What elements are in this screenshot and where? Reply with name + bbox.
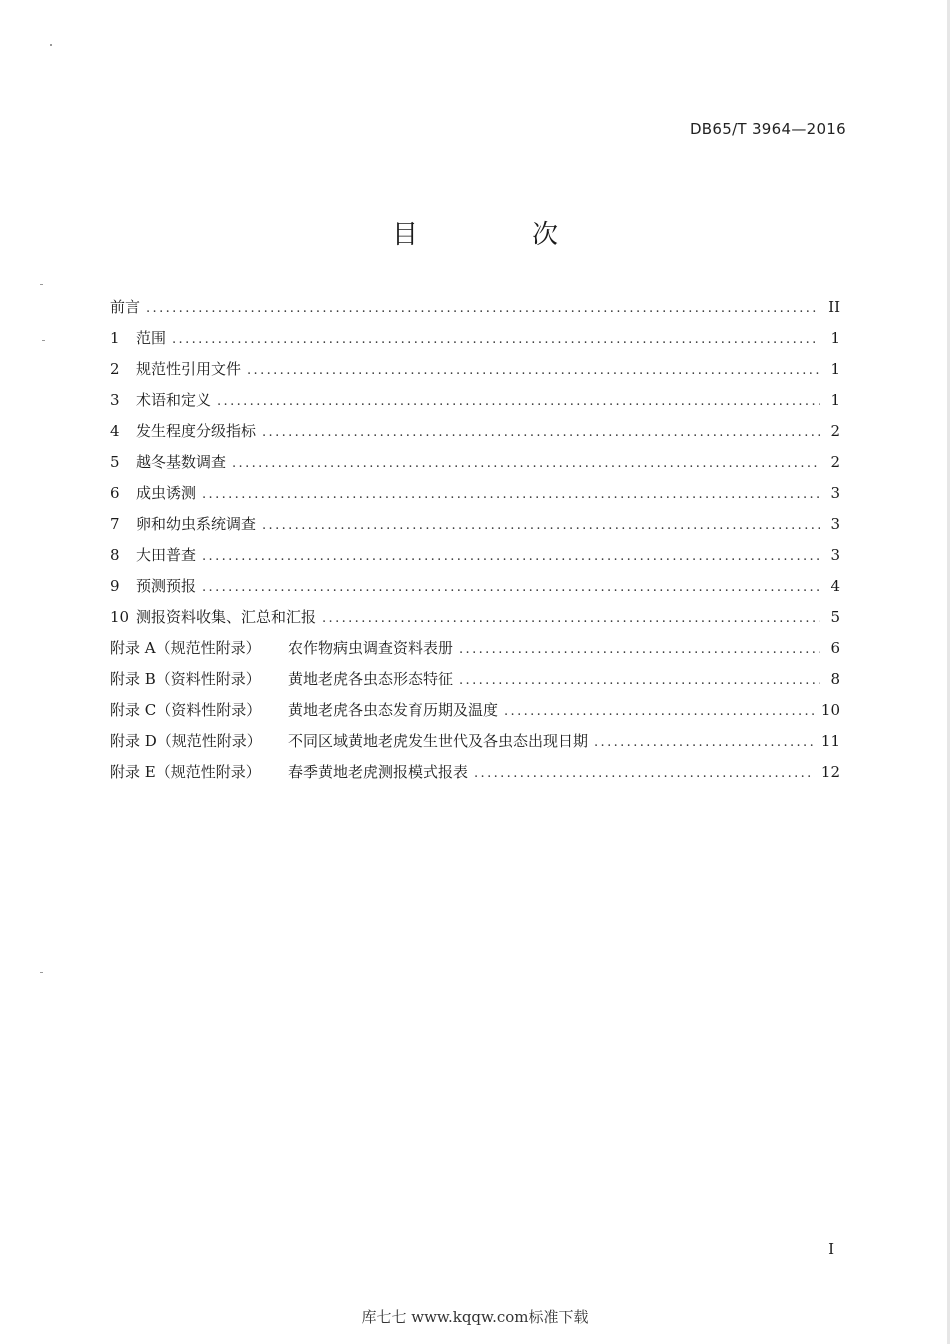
toc-page-number: 2 [830,422,840,440]
dot-leader [232,448,820,479]
toc-entry-label [110,385,211,416]
scan-speck [40,284,43,285]
toc-entry[interactable] [110,571,840,602]
toc-entry-number: 10 [110,608,130,626]
toc-entry[interactable] [110,478,840,509]
toc-entry[interactable] [110,447,840,478]
scan-speck [42,340,45,341]
toc-page-number: 8 [830,670,840,688]
standard-code: DB65/T 3964—2016 [689,120,846,138]
scan-speck [50,44,52,46]
appendix-title: 不同区域黄地老虎发生世代及各虫态出现日期 [288,732,589,750]
toc-entry[interactable] [110,416,840,447]
toc-entry-text: 成虫诱测 [136,484,197,502]
appendix-head: 附录 A（规范性附录） [110,639,261,657]
toc-entry-label [110,447,226,478]
appendix-head: 附录 C（资料性附录） [110,701,262,719]
toc-entry-number: 3 [110,391,120,409]
dot-leader [202,572,820,603]
appendix-title: 黄地老虎各虫态发育历期及温度 [288,701,499,719]
toc-entry-label [110,602,316,633]
toc-entry-text: 术语和定义 [136,391,212,409]
footer-watermark: 库七七 www.kqqw.com标准下载 [361,1308,589,1326]
toc-page-number: 3 [830,484,840,502]
appendix-title: 农作物病虫调查资料表册 [288,639,454,657]
toc-entry-label [110,416,256,447]
toc-entry-text: 预测预报 [136,577,197,595]
toc-entry-label [110,478,196,509]
toc-entry-label [110,664,453,695]
toc-appendix-entry[interactable] [110,633,840,664]
toc-page-number: 12 [820,763,840,781]
toc-entry-number: 8 [110,546,120,564]
toc-entry-text: 测报资料收集、汇总和汇报 [136,608,317,626]
toc-entry-label [110,571,196,602]
toc-entry-text: 卵和幼虫系统调查 [136,515,257,533]
toc-entry-number: 4 [110,422,120,440]
toc-entry[interactable] [110,540,840,571]
toc-page-number: 5 [830,608,840,626]
page-number: I [828,1240,834,1258]
dot-leader [202,541,820,572]
toc-entry-number: 1 [110,329,120,347]
toc-page-number: 2 [830,453,840,471]
toc-entry-text: 范围 [136,329,167,347]
toc-page-number: 3 [830,546,840,564]
toc-entry-number: 6 [110,484,120,502]
dot-leader [594,727,815,758]
toc-entry-label [110,726,588,757]
appendix-title: 春季黄地老虎测报模式报表 [288,763,469,781]
dot-leader [202,479,820,510]
toc-page-number: 10 [820,701,840,719]
appendix-head: 附录 B（资料性附录） [110,670,261,688]
toc-page-number: 1 [830,391,840,409]
toc-page-number: 4 [830,577,840,595]
dot-leader [459,665,820,696]
toc-page-number: 1 [830,329,840,347]
toc-entry-label [110,354,241,385]
toc-page-number: 3 [830,515,840,533]
toc-entry-text: 大田普查 [136,546,197,564]
toc-entry-number: 7 [110,515,120,533]
toc-appendix-entry[interactable] [110,664,840,695]
toc-entry-preface[interactable] [110,292,840,323]
toc-entry-label [110,757,468,788]
appendix-head: 附录 D（规范性附录） [110,732,262,750]
toc-appendix-entry[interactable] [110,757,840,788]
toc-entry-text: 发生程度分级指标 [136,422,257,440]
toc-entry-label [110,540,196,571]
toc-appendix-entry[interactable] [110,695,840,726]
toc-entry-label [110,633,453,664]
dot-leader [322,603,820,634]
toc-entry-number: 5 [110,453,120,471]
page-title: 目 次 [391,220,602,250]
toc-entry-label [110,323,166,354]
toc-page-number: II [828,298,840,316]
toc-entry-number: 9 [110,577,120,595]
appendix-title: 黄地老虎各虫态形态特征 [288,670,454,688]
dot-leader [217,386,820,417]
scan-speck [40,972,43,973]
dot-leader [172,324,820,355]
toc-page-number: 1 [830,360,840,378]
toc-entry[interactable] [110,509,840,540]
toc-entry[interactable] [110,602,840,633]
toc-page-number: 6 [830,639,840,657]
dot-leader [247,355,820,386]
toc-entry-label: 前言 [110,298,141,316]
dot-leader [262,510,820,541]
appendix-head: 附录 E（规范性附录） [110,763,261,781]
dot-leader [504,696,815,727]
dot-leader [474,758,815,789]
toc-appendix-entry[interactable] [110,726,840,757]
toc-entry[interactable] [110,323,840,354]
table-of-contents [110,292,840,788]
toc-entry[interactable] [110,354,840,385]
toc-entry[interactable] [110,385,840,416]
dot-leader [459,634,820,665]
toc-page-number: 11 [820,732,840,750]
toc-entry-label [110,509,256,540]
dot-leader [262,417,820,448]
toc-entry-text: 越冬基数调查 [136,453,227,471]
toc-entry-label [110,695,498,726]
toc-entry-number: 2 [110,360,120,378]
toc-entry-text: 规范性引用文件 [136,360,242,378]
dot-leader [146,293,820,324]
